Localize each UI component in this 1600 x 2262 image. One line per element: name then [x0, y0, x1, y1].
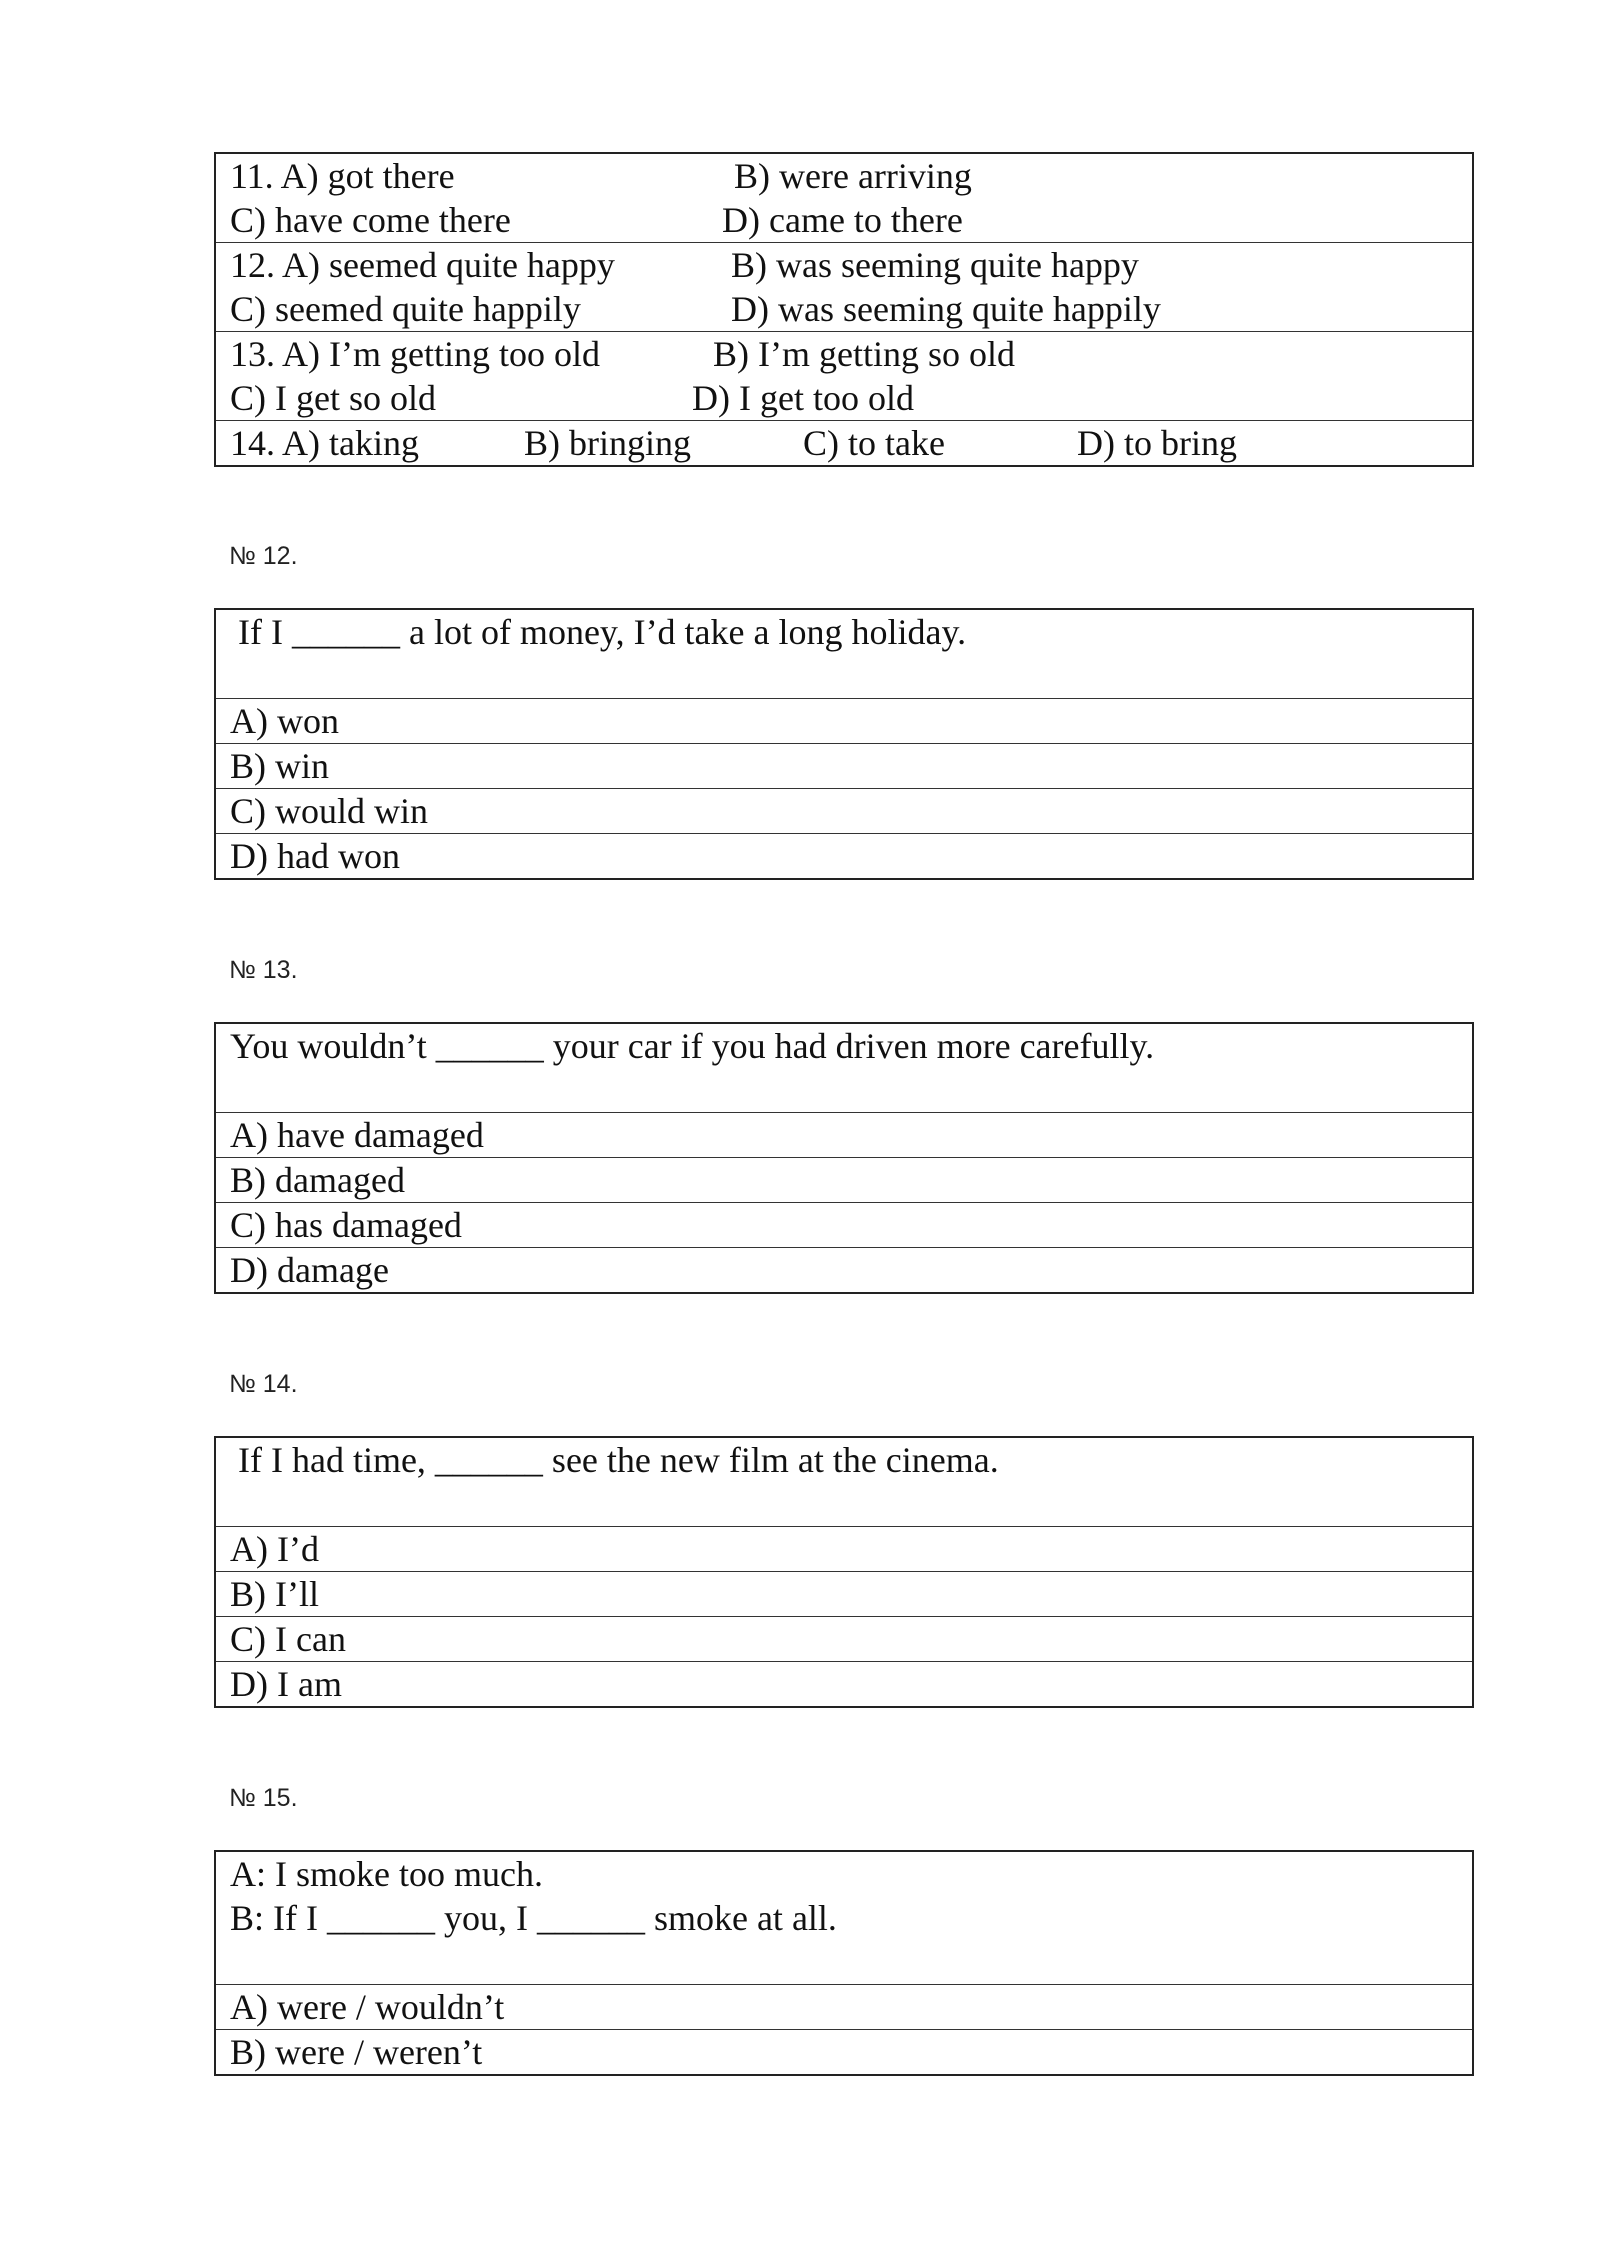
options-line	[216, 332, 1472, 376]
options-line	[216, 154, 1472, 198]
answer-option-a: A) won	[216, 698, 1472, 743]
options-line	[216, 376, 1472, 420]
option-13c: C) I get so old	[230, 378, 436, 418]
option-13d: D) I get too old	[692, 378, 914, 418]
answer-option-b: B) were / weren’t	[216, 2029, 1472, 2074]
task-heading-15: № 15.	[229, 1784, 298, 1812]
question-text: If I had time, ______ see the new film at the cinema.	[238, 1440, 999, 1480]
option-11d: D) came to there	[722, 200, 963, 240]
answer-option-a: A) have damaged	[216, 1112, 1472, 1157]
answer-option-c: C) has damaged	[216, 1202, 1472, 1247]
answer-option-b: B) I’ll	[216, 1571, 1472, 1616]
option-14a: 14. A) taking	[230, 423, 419, 463]
question-line: A: I smoke too much.	[230, 1854, 543, 1894]
options-row-14	[216, 420, 1472, 465]
option-12a: 12. A) seemed quite happy	[230, 245, 615, 285]
options-row-11	[216, 154, 1472, 242]
question-text: If I ______ a lot of money, I’d take a long holiday.	[238, 612, 967, 652]
option-13b: B) I’m getting so old	[713, 334, 1015, 374]
task-heading-12: № 12.	[229, 542, 298, 570]
option-11b: B) were arriving	[734, 156, 972, 196]
option-11a: 11. A) got there	[230, 156, 455, 196]
options-row-12	[216, 242, 1472, 331]
answer-option-b: B) win	[216, 743, 1472, 788]
option-14b: B) bringing	[524, 423, 691, 463]
options-line	[216, 243, 1472, 287]
options-line	[216, 198, 1472, 242]
question-text	[216, 1852, 1472, 1984]
answer-option-a: A) were / wouldn’t	[216, 1984, 1472, 2029]
task-12-table	[214, 608, 1474, 880]
answer-option-b: B) damaged	[216, 1157, 1472, 1202]
task-14-table	[214, 1436, 1474, 1708]
option-12c: C) seemed quite happily	[230, 289, 581, 329]
task-13-table	[214, 1022, 1474, 1294]
option-11c: C) have come there	[230, 200, 511, 240]
answer-option-c: C) would win	[216, 788, 1472, 833]
answer-option-a: A) I’d	[216, 1526, 1472, 1571]
task-15-table	[214, 1850, 1474, 2076]
answer-option-c: C) I can	[216, 1616, 1472, 1661]
options-line	[216, 287, 1472, 331]
question-text: You wouldn’t ______ your car if you had driven more carefully.	[230, 1026, 1155, 1066]
answer-option-d: D) damage	[216, 1247, 1472, 1292]
option-14d: D) to bring	[1077, 423, 1237, 463]
option-14c: C) to take	[803, 423, 945, 463]
option-12d: D) was seeming quite happily	[731, 289, 1161, 329]
options-line	[216, 421, 1472, 465]
answer-option-d: D) had won	[216, 833, 1472, 878]
task-heading-13: № 13.	[229, 956, 298, 984]
option-12b: B) was seeming quite happy	[731, 245, 1139, 285]
answer-option-d: D) I am	[216, 1661, 1472, 1706]
option-13a: 13. A) I’m getting too old	[230, 334, 600, 374]
options-row-13	[216, 331, 1472, 420]
task-heading-14: № 14.	[229, 1370, 298, 1398]
answer-options-table	[214, 152, 1474, 467]
question-line: B: If I ______ you, I ______ smoke at all.	[230, 1898, 837, 1938]
